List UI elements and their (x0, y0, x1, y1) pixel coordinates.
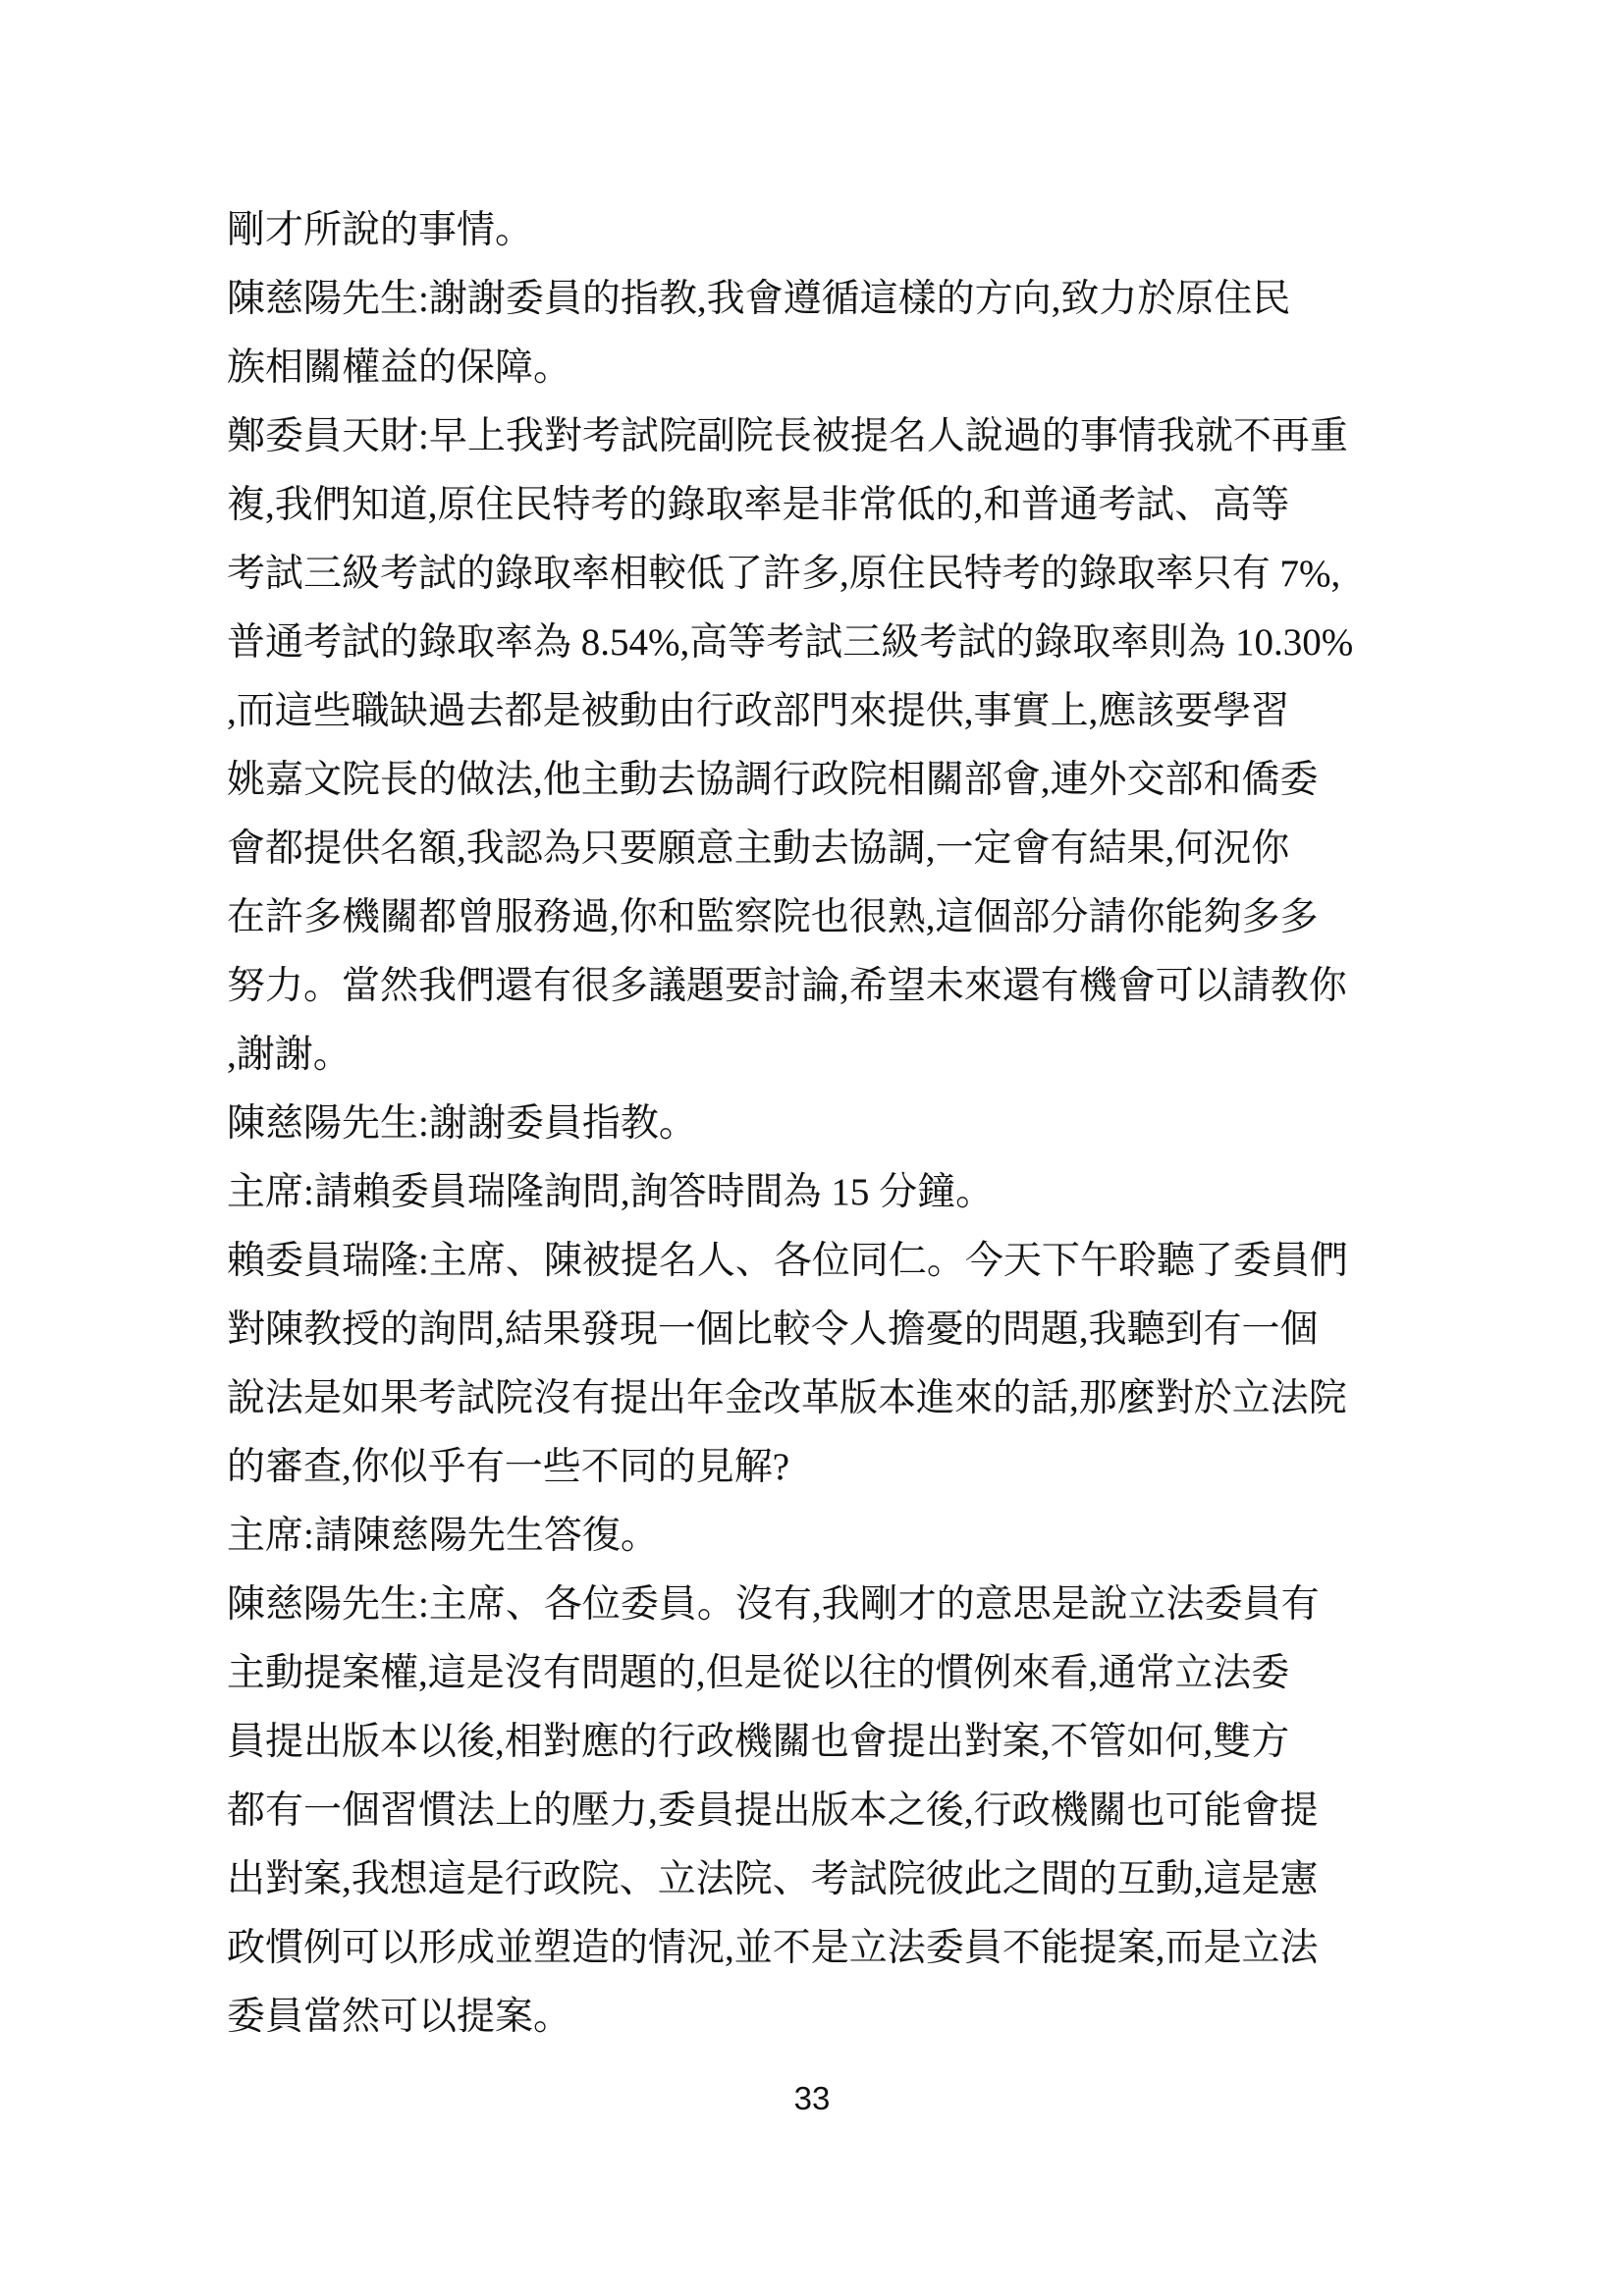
text-line: 努力。當然我們還有很多議題要討論,希望未來還有機會可以請教你 (227, 965, 1347, 1007)
text-line: 陳慈陽先生:主席、各位委員。沒有,我剛才的意思是說立法委員有 (227, 1583, 1320, 1626)
text-line: 員提出版本以後,相對應的行政機關也會提出對案,不管如何,雙方 (227, 1721, 1290, 1763)
document-body (227, 196, 1385, 2052)
text-line: 在許多機關都曾服務過,你和監察院也很熟,這個部分請你能夠多多 (227, 896, 1319, 938)
text-line: 主席:請陳慈陽先生答復。 (227, 1515, 659, 1557)
text-line: 鄭委員天財:早上我對考試院副院長被提名人說過的事情我就不再重 (227, 415, 1348, 457)
text-line: 委員當然可以提案。 (227, 1996, 572, 2038)
page-number: 33 (793, 2080, 831, 2116)
text-line: 都有一個習慣法上的壓力,委員提出版本之後,行政機關也可能會提 (227, 1789, 1319, 1832)
text-line: 的審查,你似乎有一些不同的見解? (227, 1446, 790, 1488)
text-line: 政慣例可以形成並塑造的情況,並不是立法委員不能提案,而是立法 (227, 1927, 1319, 1969)
text-line: 陳慈陽先生:謝謝委員指教。 (227, 1102, 697, 1145)
text-line: ,而這些職缺過去都是被動由行政部門來提供,事實上,應該要學習 (227, 690, 1290, 732)
text-line: 剛才所說的事情。 (227, 209, 534, 251)
text-line: 出對案,我想這是行政院、立法院、考試院彼此之間的互動,這是憲 (227, 1858, 1319, 1900)
text-line: 主動提案權,這是沒有問題的,但是從以往的慣例來看,通常立法委 (227, 1652, 1290, 1694)
text-line: 賴委員瑞隆:主席、陳被提名人、各位同仁。今天下午聆聽了委員們 (227, 1240, 1348, 1282)
text-line: 族相關權益的保障。 (227, 347, 572, 389)
text-line: 複,我們知道,原住民特考的錄取率是非常低的,和普通考試、高等 (227, 484, 1290, 526)
text-line: 陳慈陽先生:謝謝委員的指教,我會遵循這樣的方向,致力於原住民 (227, 278, 1291, 320)
text-line: 會都提供名額,我認為只要願意主動去協調,一定會有結果,何況你 (227, 828, 1290, 870)
text-line: 主席:請賴委員瑞隆詢問,詢答時間為 15 分鐘。 (227, 1171, 995, 1213)
text-line: 姚嘉文院長的做法,他主動去協調行政院相關部會,連外交部和僑委 (227, 759, 1319, 801)
text-line: 普通考試的錄取率為 8.54%,高等考試三級考試的錄取率則為 10.30% (227, 621, 1354, 664)
text-line: ,謝謝。 (227, 1034, 352, 1076)
text-line: 對陳教授的詢問,結果發現一個比較令人擔憂的問題,我聽到有一個 (227, 1308, 1319, 1351)
text-line: 考試三級考試的錄取率相較低了許多,原住民特考的錄取率只有 7%, (227, 553, 1341, 595)
text-line: 說法是如果考試院沒有提出年金改革版本進來的話,那麼對於立法院 (227, 1377, 1347, 1419)
